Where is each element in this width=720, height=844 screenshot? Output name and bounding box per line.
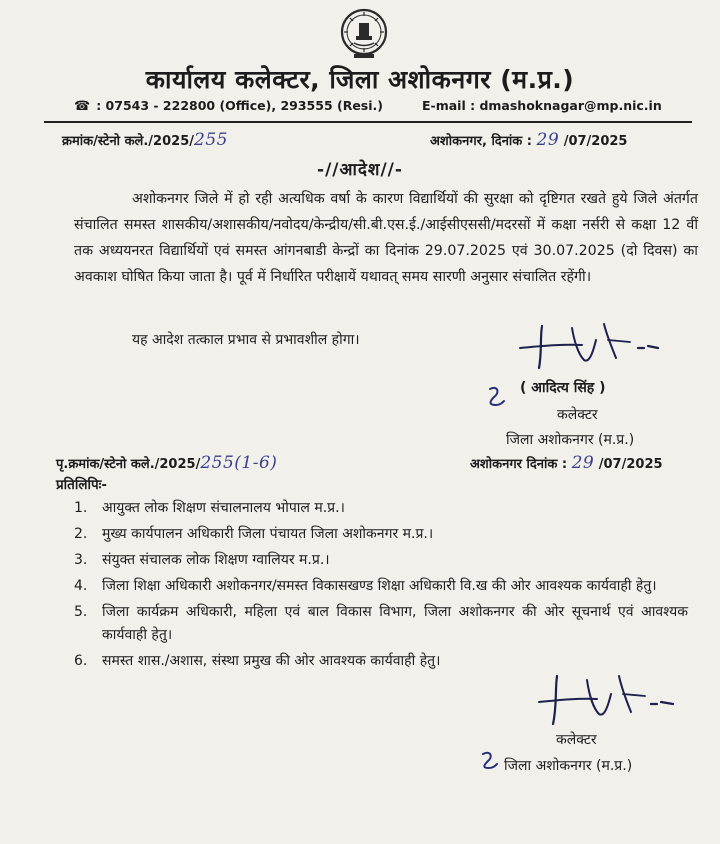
list-item [74,523,688,546]
signatory2-designation: कलेक्टर [556,732,597,748]
initial-mark-icon [478,748,500,772]
initial-mark-icon [484,383,506,409]
list-item [74,497,688,520]
date-handwritten-day: 29 [536,130,560,150]
reference-label: क्रमांक/स्टेनो कले./2025/ [62,134,194,149]
endorsement-date [470,453,663,473]
list-item-number: 2. [74,526,88,542]
phone-line [74,98,383,114]
list-item-number: 5. [74,604,88,620]
reference-number [62,130,228,150]
endorsement-label: पृ.क्रमांक/स्टेनो कले./2025/ [56,457,201,472]
collector-signature-second [535,668,685,728]
date-month-year: /07/2025 [563,134,628,149]
signatory-district: जिला अशोकनगर (म.प्र.) [506,432,635,448]
collector-signature [512,318,677,372]
endorsement-handwritten-day: 29 [571,453,595,473]
endorsement-number [56,453,277,473]
list-item-number: 1. [74,500,88,516]
reference-handwritten-number: 255 [194,130,228,150]
list-item-text: संयुक्त संचालक लोक शिक्षण ग्वालियर म.प्र.। [102,552,330,568]
office-title: कार्यालय कलेक्टर, जिला अशोकनगर (म.प्र.) [145,65,575,94]
header-divider [44,121,692,123]
signatory2-district: जिला अशोकनगर (म.प्र.) [504,758,633,774]
reference-date [430,130,627,150]
endorsement-handwritten-number: 255(1-6) [200,453,278,473]
state-emblem-icon [340,8,388,60]
phone-icon: ☎ [74,99,91,114]
list-item-number: 4. [74,578,88,594]
list-item-text: जिला शिक्षा अधिकारी अशोकनगर/समस्त विकासखण्ड शिक्षा अधिकारी वि.ख की ओर आवश्यक कार्यवाही हेतु। [102,578,657,594]
phone-numbers: : 07543 - 222800 (Office), 293555 (Resi.) [96,98,383,113]
list-item-number: 6. [74,653,88,669]
order-paragraph: अशोकनगर जिले में हो रही अत्यधिक वर्षा के कारण विद्यार्थियों की सुरक्षा को दृष्टिगत रखते हुये जिले अंतर्गत संचालित समस्त शासकीय/अशासकीय/नवोदय/केन्द्रीय/सी.बी.एस.ई./आईसीएससी/मदरसों में कक्षा नर्सरी से कक्षा 12 वीं तक अध्ययनरत विद्यार्थियों एवं समस्त आंगनबाडी केन्द्रों का दिनांक 29.07.2025 एवं 30.07.2025 (दो दिवस) का अवकाश घोषित किया जाता है। पूर्व में निर्धारित परीक्षायें यथावत् समय सारणी अनुसार संचालित रहेंगी। [74,191,698,285]
list-item-text: समस्त शास./अशास, संस्था प्रमुख की ओर आवश्यक कार्यवाही हेतु। [102,653,441,669]
list-item-text: मुख्य कार्यपालन अधिकारी जिला पंचायत जिला अशोकनगर म.प्र.। [102,526,434,542]
order-heading: -//आदेश//- [317,160,403,180]
signatory-name: ( आदित्य सिंह ) [520,380,606,396]
list-item [74,549,688,572]
order-body [74,186,698,290]
copy-heading: प्रतिलिपिः- [56,477,108,493]
endorsement-date-label: अशोकनगर दिनांक : [470,457,568,472]
list-item-text: जिला कार्यक्रम अधिकारी, महिला एवं बाल विकास विभाग, जिला अशोकनगर की ओर सूचनार्थ एवं आवश्यक कार्यवाही हेतु। [102,604,688,643]
order-effect-line: यह आदेश तत्काल प्रभाव से प्रभावशील होगा। [132,332,360,348]
date-label: अशोकनगर, दिनांक : [430,134,532,149]
list-item [74,575,688,598]
list-item [74,601,688,647]
signatory-designation: कलेक्टर [557,407,598,423]
copy-list [74,497,688,676]
list-item-number: 3. [74,552,88,568]
list-item-text: आयुक्त लोक शिक्षण संचालनालय भोपाल म.प्र.। [102,500,345,516]
email-line: E-mail : dmashoknagar@mp.nic.in [422,98,662,113]
endorsement-month-year: /07/2025 [598,457,663,472]
